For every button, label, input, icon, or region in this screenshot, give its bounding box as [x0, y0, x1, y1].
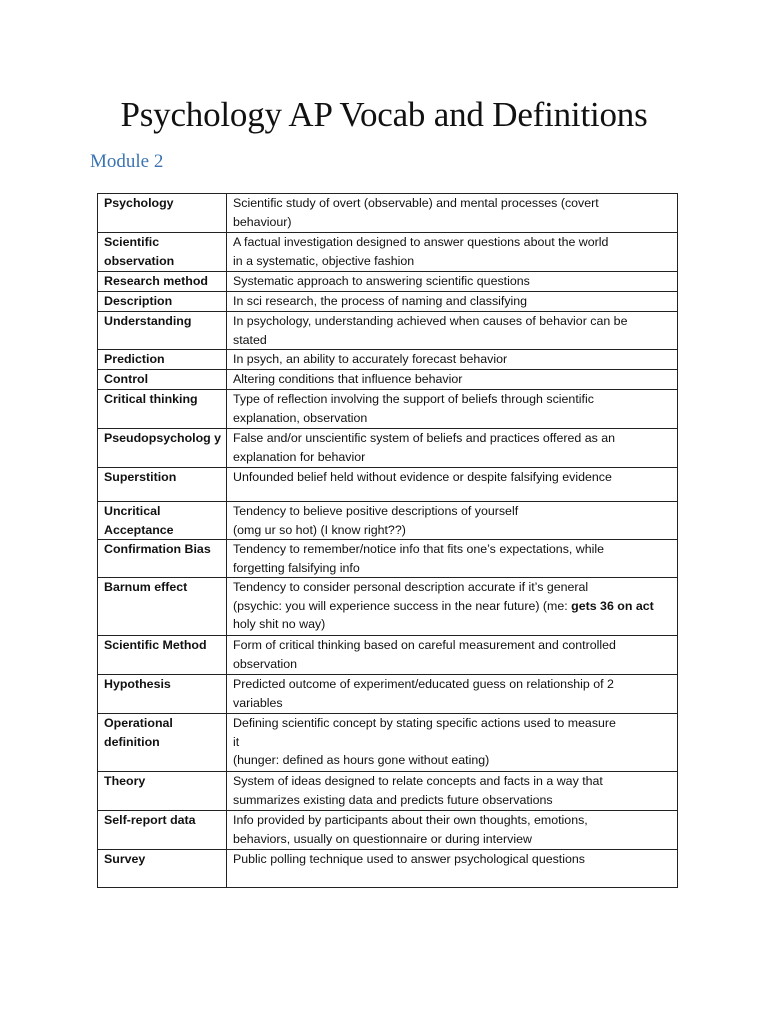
vocab-term: Research method: [98, 272, 227, 292]
vocab-row: [98, 292, 678, 312]
vocab-definition: [227, 292, 678, 312]
vocab-table-body: [98, 194, 678, 888]
vocab-row: [98, 636, 678, 675]
definition-line: In psychology, understanding achieved when causes of behavior can be: [233, 314, 628, 328]
vocab-definition: [227, 578, 678, 636]
vocab-term: Uncritical Acceptance: [98, 502, 227, 540]
definition-line: behaviors, usually on questionnaire or during interview: [233, 831, 532, 846]
vocab-term: Hypothesis: [98, 675, 227, 714]
vocab-term: Description: [98, 292, 227, 312]
definition-line: holy shit no way): [233, 617, 326, 631]
vocab-row: [98, 468, 678, 502]
definition-line: In psych, an ability to accurately forecast behavior: [233, 352, 508, 366]
vocab-row: [98, 233, 678, 272]
vocab-term: Pseudopsycholog y: [98, 429, 227, 468]
definition-line: Unfounded belief held without evidence or despite falsifying evidence: [233, 470, 612, 484]
vocab-row: [98, 272, 678, 292]
vocab-row: [98, 850, 678, 888]
definition-line: Systematic approach to answering scientific questions: [233, 274, 530, 288]
definition-line: Tendency to consider personal description accurate if it’s general: [233, 580, 589, 594]
definition-line: In sci research, the process of naming and classifying: [233, 294, 528, 308]
vocab-row: [98, 714, 678, 772]
page-title: Psychology AP Vocab and Definitions: [120, 95, 648, 134]
vocab-definition: [227, 502, 678, 540]
vocab-term: Operational definition: [98, 714, 227, 772]
vocab-row: [98, 578, 678, 636]
definition-line: observation: [233, 656, 298, 671]
vocab-definition: [227, 811, 678, 850]
definition-line: Tendency to believe positive descriptions of yourself: [233, 504, 519, 518]
definition-line: (psychic: you will experience success in the near future) (me:: [233, 598, 572, 613]
vocab-term: Control: [98, 370, 227, 390]
vocab-term: Scientific observation: [98, 233, 227, 272]
vocab-definition: [227, 636, 678, 675]
definition-line: it: [233, 734, 240, 749]
vocab-definition: [227, 429, 678, 468]
vocab-row: [98, 811, 678, 850]
vocab-row: [98, 390, 678, 429]
vocab-row: [98, 312, 678, 350]
definition-line: Type of reflection involving the support of beliefs through scientific: [233, 392, 594, 406]
definition-line: False and/or unscientific system of beliefs and practices offered as an: [233, 431, 616, 445]
vocab-definition: [227, 468, 678, 502]
vocab-term: Self-report data: [98, 811, 227, 850]
definition-line: forgetting falsifying info: [233, 560, 360, 575]
vocab-row: [98, 194, 678, 233]
definition-line: Scientific study of overt (observable) and mental processes (covert: [233, 196, 599, 210]
vocab-definition: [227, 675, 678, 714]
vocab-table: [97, 193, 678, 888]
definition-line: in a systematic, objective fashion: [233, 253, 415, 268]
vocab-row: [98, 675, 678, 714]
vocab-row: [98, 429, 678, 468]
vocab-term: Scientific Method: [98, 636, 227, 675]
definition-line: summarizes existing data and predicts future observations: [233, 792, 553, 807]
vocab-definition: [227, 850, 678, 888]
vocab-definition: [227, 772, 678, 811]
vocab-row: [98, 370, 678, 390]
definition-line: variables: [233, 695, 283, 710]
definition-line: explanation, observation: [233, 410, 368, 425]
vocab-term: Barnum effect: [98, 578, 227, 636]
definition-line: Public polling technique used to answer psychological questions: [233, 852, 585, 866]
definition-line: System of ideas designed to relate concepts and facts in a way that: [233, 774, 603, 788]
vocab-term: Critical thinking: [98, 390, 227, 429]
vocab-definition: [227, 714, 678, 772]
definition-bold-text: gets 36 on act: [571, 598, 654, 613]
vocab-term: Superstition: [98, 468, 227, 502]
vocab-term: Prediction: [98, 350, 227, 370]
vocab-definition: [227, 540, 678, 578]
vocab-definition: [227, 350, 678, 370]
vocab-definition: [227, 194, 678, 233]
definition-line: Form of critical thinking based on careful measurement and controlled: [233, 638, 616, 652]
vocab-definition: [227, 390, 678, 429]
definition-line: Altering conditions that influence behavior: [233, 372, 463, 386]
vocab-definition: [227, 312, 678, 350]
vocab-row: [98, 772, 678, 811]
vocab-row: [98, 502, 678, 540]
definition-line: A factual investigation designed to answer questions about the world: [233, 235, 609, 249]
vocab-row: [98, 350, 678, 370]
definition-line: stated: [233, 332, 267, 347]
vocab-term: Survey: [98, 850, 227, 888]
vocab-definition: [227, 370, 678, 390]
definition-line: Info provided by participants about their own thoughts, emotions,: [233, 813, 588, 827]
vocab-term: Psychology: [98, 194, 227, 233]
vocab-row: [98, 540, 678, 578]
vocab-definition: [227, 233, 678, 272]
module-heading: Module 2: [90, 151, 164, 172]
definition-line: Predicted outcome of experiment/educated guess on relationship of 2: [233, 677, 614, 691]
vocab-term: Confirmation Bias: [98, 540, 227, 578]
vocab-term: Theory: [98, 772, 227, 811]
definition-line: (hunger: defined as hours gone without eating): [233, 753, 490, 767]
vocab-definition: [227, 272, 678, 292]
definition-line: Defining scientific concept by stating specific actions used to measure: [233, 716, 616, 730]
definition-line: Tendency to remember/notice info that fits one’s expectations, while: [233, 542, 605, 556]
definition-line: explanation for behavior: [233, 449, 366, 464]
definition-line: (omg ur so hot) (I know right??): [233, 522, 406, 537]
definition-line: behaviour): [233, 214, 292, 229]
vocab-term: Understanding: [98, 312, 227, 350]
